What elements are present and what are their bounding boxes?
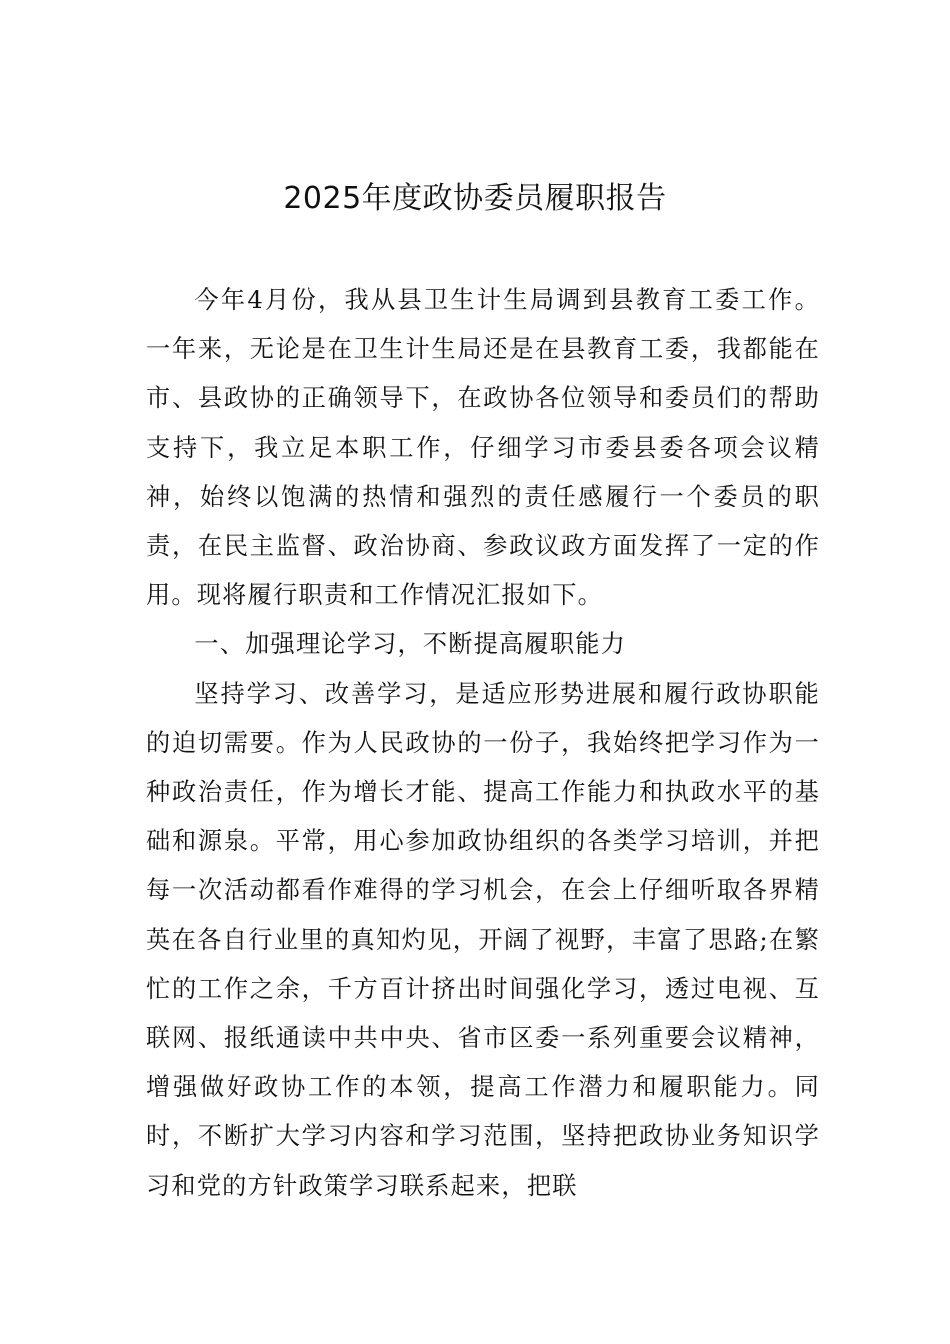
section-heading: 一、加强理论学习，不断提高履职能力 — [194, 630, 626, 659]
document-body — [146, 276, 820, 1211]
page-title: 2025年度政协委员履职报告 — [283, 181, 667, 216]
body-paragraph: 坚持学习、改善学习，是适应形势进展和履行政协职能的迫切需要。作为人民政协的一份子，我始终把学习作为一种政治责任，作为增长才能、提高工作能力和执政水平的基础和源泉。平常，用心参加政协组织的各类学习培训，并把每一次活动都看作难得的学习机会，在会上仔细听取各界精英在各自行业里的真知灼见，开阔了视野，丰富了思路;在繁忙的工作之余，千方百计挤出时间强化学习，透过电视、互联网、报纸通读中共中央、省市区委一系列重要会议精神，增强做好政协工作的本领，提高工作潜力和履职能力。同时，不断扩大学习内容和学习范围，坚持把政协业务知识学习和党的方针政策学习联系起来，把联 — [146, 679, 820, 1200]
intro-paragraph: 今年4月份，我从县卫生计生局调到县教育工委工作。一年来，无论是在卫生计生局还是在县教育工委，我都能在市、县政协的正确领导下，在政协各位领导和委员们的帮助支持下，我立足本职工作，仔细学习市委县委各项会议精神，始终以饱满的热情和强烈的责任感履行一个委员的职责，在民主监督、政治协商、参政议政方面发挥了一定的作用。现将履行职责和工作情况汇报如下。 — [146, 286, 820, 610]
